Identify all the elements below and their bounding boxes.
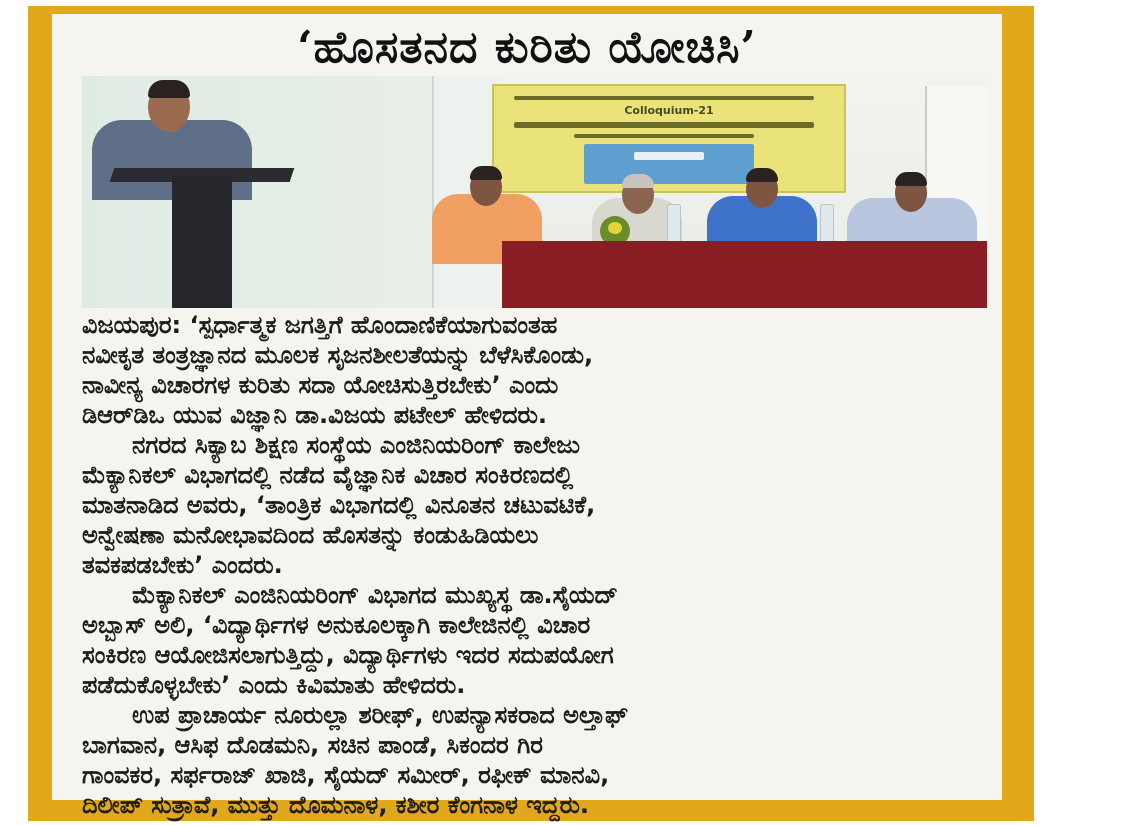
article-line: ಡಿಆರ್‌ಡಿಒ ಯುವ ವಿಜ್ಞಾನಿ ಡಾ.ವಿಜಯ ಪಟೇಲ್ ಹೇಳಿದರು.: [82, 401, 547, 429]
article-line: ಅನ್ವೇಷಣಾ ಮನೋಭಾವದಿಂದ ಹೊಸತನ್ನು ಕಂಡುಹಿಡಿಯಲು: [82, 521, 539, 549]
article-line: ಅಬ್ಬಾಸ್ ಅಲಿ, ‘ವಿದ್ಯಾರ್ಥಿಗಳ ಅನುಕೂಲಕ್ಕಾಗಿ ಕಾಲೇಜಿನಲ್ಲಿ ವಿಚಾರ: [82, 611, 591, 639]
article-line: ತವಕಪಡಬೇಕು’ ಎಂದರು.: [82, 551, 283, 579]
speaker-hair: [148, 80, 190, 98]
article-line: ನಾವೀನ್ಯ ವಿಚಾರಗಳ ಕುರಿತು ಸದಾ ಯೋಚಿಸುತ್ತಿರಬೇಕು’ ಎಂದು: [82, 371, 559, 399]
article-line: ಸಂಕಿರಣ ಆಯೋಜಿಸಲಾಗುತ್ತಿದ್ದು, ವಿದ್ಯಾರ್ಥಿಗಳು ಇದರ ಸದುಪಯೋಗ: [82, 641, 614, 669]
article-line: ನವೀಕೃತ ತಂತ್ರಜ್ಞಾನದ ಮೂಲಕ ಸೃಜನಶೀಲತೆಯನ್ನು ಬೆಳೆಸಿಕೊಂಡು,: [82, 341, 594, 369]
article-line: ಪಡೆದುಕೊಳ್ಳಬೇಕು’ ಎಂದು ಕಿವಿಮಾತು ಹೇಳಿದರು.: [82, 671, 466, 699]
article-line: ಗಾಂವಕರ, ಸರ್ಫರಾಜ್ ಖಾಜಿ, ಸೈಯದ್ ಸಮೀರ್, ರಫೀಕ್ ಮಾನವಿ,: [82, 761, 610, 789]
banner-card-text: [634, 152, 704, 160]
article-line: ಉಪ ಪ್ರಾಚಾರ್ಯ ನೂರುಲ್ಲಾ ಶರೀಫ್, ಉಪನ್ಯಾಸಕರಾದ ಅಲ್ತಾಫ್: [132, 701, 629, 729]
newspaper-clipping: [52, 14, 1002, 819]
article-line: ಬಾಗವಾನ, ಆಸಿಫ ದೊಡಮನಿ, ಸಚಿನ ಪಾಂಡೆ, ಸಿಕಂದರ ಗಿರ: [82, 731, 543, 759]
podium: [172, 176, 232, 308]
event-banner: [492, 84, 846, 193]
article-line: ಮೆಕ್ಯಾನಿಕಲ್ ಎಂಜಿನಿಯರಿಂಗ್ ವಿಭಾಗದ ಮುಖ್ಯಸ್ಥ ಡಾ.ಸೈಯದ್: [132, 581, 618, 609]
article-line: ನಗರದ ಸಿಕ್ಯಾಬ ಶಿಕ್ಷಣ ಸಂಸ್ಥೆಯ ಎಂಜಿನಿಯರಿಂಗ್ ಕಾಲೇಜು: [132, 431, 581, 459]
headline: ‘ಹೊಸತನದ ಕುರಿತು ಯೋಚಿಸಿ’: [297, 22, 757, 73]
water-bottle: [820, 204, 834, 246]
banner-text-line: [574, 134, 754, 138]
event-photo: [82, 76, 987, 308]
article-body: [82, 310, 987, 820]
article-line: ದಿಲೀಪ್ ಸುತ್ರಾವೆ, ಮುತ್ತು ದೊಮನಾಳ, ಕಶೀರ ಕೆಂಗನಾಳ ಇದ್ದರು.: [82, 791, 590, 819]
article-line: ಮೆಕ್ಯಾನಿಕಲ್ ವಿಭಾಗದಲ್ಲಿ ನಡೆದ ವೈಜ್ಞಾನಿಕ ವಿಚಾರ ಸಂಕಿರಣದಲ್ಲಿ: [82, 461, 574, 489]
article-line: ಮಾತನಾಡಿದ ಅವರು, ‘ತಾಂತ್ರಿಕ ವಿಭಾಗದಲ್ಲಿ ವಿನೂತನ ಚಟುವಟಿಕೆ,: [82, 491, 596, 519]
water-bottle: [667, 204, 681, 246]
banner-label: Colloquium-21: [624, 104, 714, 117]
stage-table: [502, 241, 987, 308]
banner-card: [584, 144, 754, 184]
banner-text-line: [514, 96, 814, 100]
banner-text-line: [514, 122, 814, 128]
article-line: ವಿಜಯಪುರ: ‘ಸ್ಪರ್ಧಾತ್ಮಕ ಜಗತ್ತಿಗೆ ಹೊಂದಾಣಿಕೆಯಾಗುವಂತಹ: [82, 311, 558, 339]
